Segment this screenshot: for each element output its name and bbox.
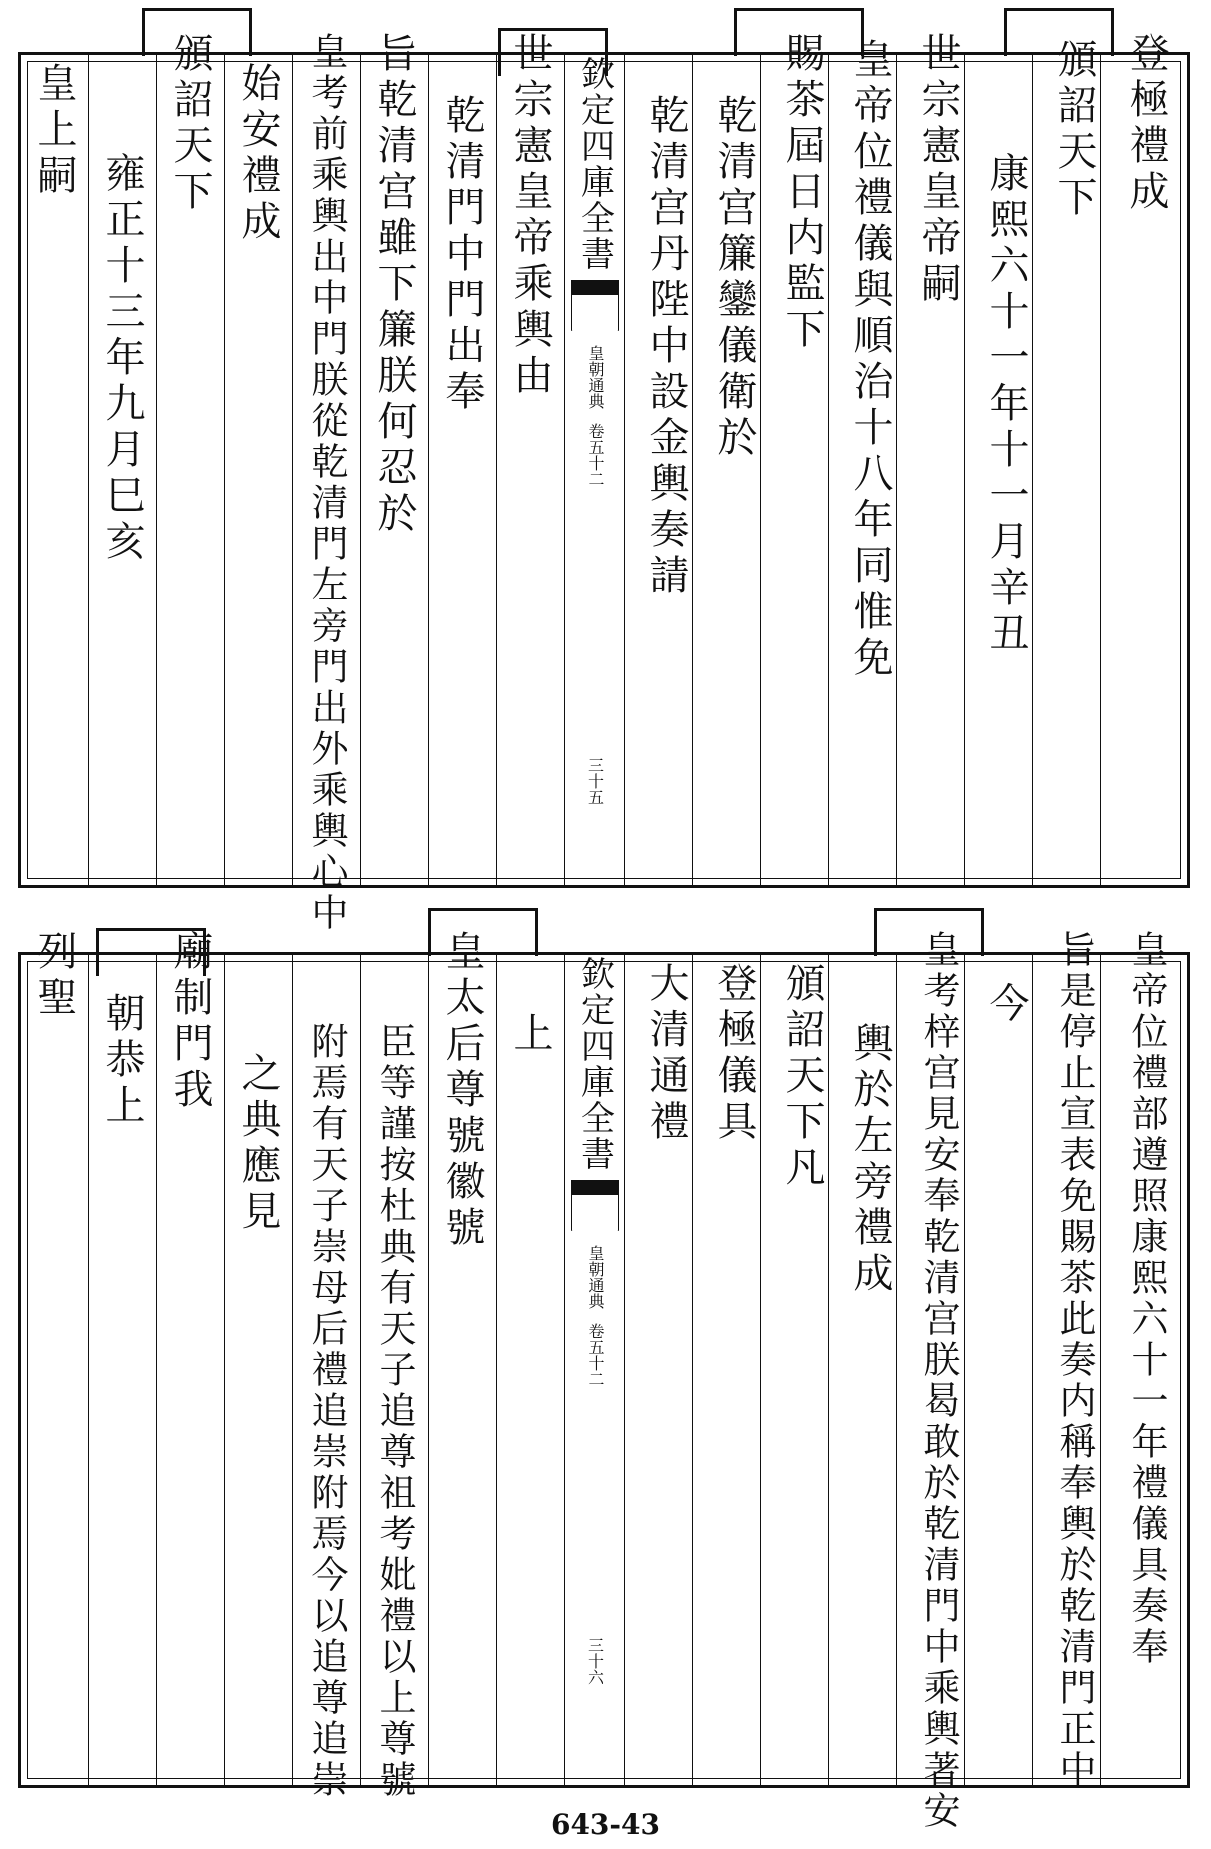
top-col-15: 雍正十三年九月巳亥 [99, 152, 145, 566]
bottom-col-1: 皇帝位禮部遵照康熙六十一年禮儀具奏奉 [1125, 930, 1168, 1668]
bottom-col-13: 之典應見 [235, 1052, 281, 1236]
page-footer-number: 643-43 [550, 1808, 661, 1841]
top-col-1: 登極禮成 [1123, 32, 1169, 216]
top-col-11: 旨乾清宫雖下簾朕何忍於 [371, 32, 417, 538]
bottom-center-strip: 欽定四庫全書 皇朝通典 卷五十二 三十六 [565, 956, 625, 1685]
bottom-col-2: 旨是停止宣表免賜茶此奏内稱奉輿於乾清門正中 [1053, 930, 1096, 1791]
bottom-col-12: 附焉有天子崇母后禮追崇附焉今以追尊追崇 [305, 1022, 348, 1801]
top-col-4: 世宗憲皇帝嗣 [915, 32, 961, 308]
bottom-col-3: 今 [983, 982, 1029, 1028]
bottom-col-15: 朝恭上 [99, 992, 145, 1130]
fish-tail-mark [571, 280, 619, 331]
top-col-3: 康熙六十一年十一月辛丑 [983, 152, 1029, 658]
bottom-col-7: 登極儀具 [711, 962, 757, 1146]
top-col-2: 頒詔天下 [1051, 38, 1097, 222]
bottom-col-4: 皇考梓宫見安奉乾清宫朕曷敢於乾清門中乘輿著安 [917, 930, 960, 1832]
bottom-col-5: 輿於左旁禮成 [847, 1022, 893, 1298]
top-col-5: 皇帝位禮儀與順治十八年同惟免 [847, 38, 893, 682]
bottom-col-10: 皇太后尊號徽號 [439, 930, 485, 1252]
bottom-col-11: 臣等謹按杜典有天子追尊祖考妣禮以上尊號 [373, 1022, 416, 1801]
top-col-16: 皇上嗣 [31, 62, 77, 200]
fish-tail-mark [571, 1180, 619, 1231]
bottom-col-16: 列聖 [31, 930, 77, 1022]
top-col-8: 乾清宫丹陛中設金輿奏請 [643, 94, 689, 600]
bottom-col-9: 上 [507, 1012, 553, 1058]
top-col-6: 賜茶屆日内監下 [779, 32, 825, 354]
bottom-col-14: 廟制門我 [167, 930, 213, 1114]
top-columns [18, 32, 1190, 934]
bottom-col-6: 頒詔天下凡 [779, 962, 825, 1192]
top-page [18, 8, 1190, 934]
top-col-9: 世宗憲皇帝乘輿由 [507, 32, 553, 400]
top-col-13: 始安禮成 [235, 62, 281, 246]
top-col-10: 乾清門中門出奉 [439, 94, 485, 416]
top-col-12: 皇考前乘輿出中門朕從乾清門左旁門出外乘輿心中 [305, 32, 348, 934]
top-col-14: 頒詔天下 [167, 32, 213, 216]
top-center-strip: 欽定四庫全書 皇朝通典 卷五十二 三十五 [565, 56, 625, 805]
bottom-col-8: 大清通禮 [643, 962, 689, 1146]
top-col-7: 乾清宫簾鑾儀衛於 [711, 94, 757, 462]
